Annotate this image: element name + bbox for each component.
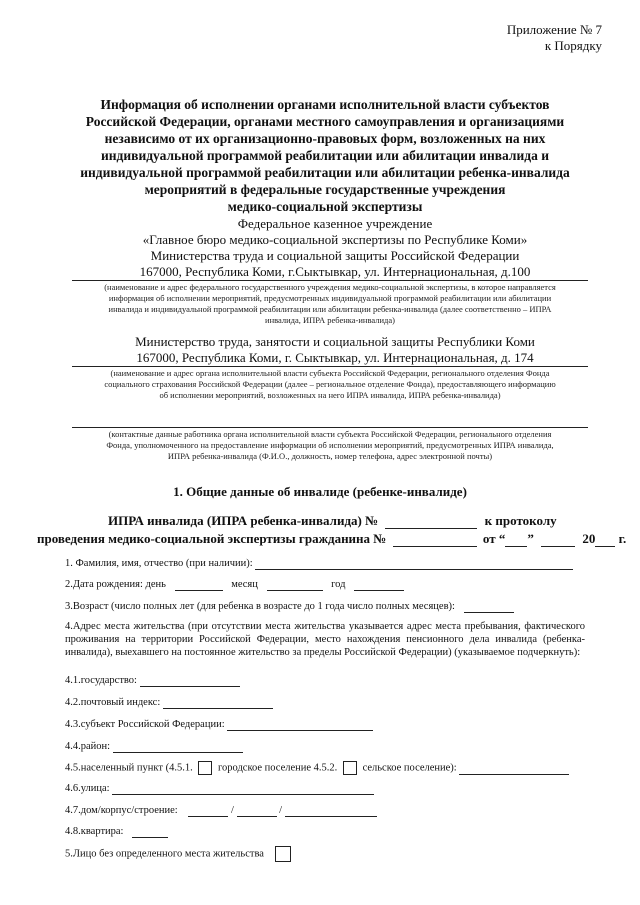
birth-day-input[interactable] — [175, 579, 223, 591]
field-house — [65, 804, 377, 817]
date-day-field[interactable] — [505, 535, 527, 547]
note-line: (наименование и адрес органа исполнительной власти субъекта Российской Федерации, регионального отделения Фонда — [110, 368, 550, 378]
institution-line: Федеральное казенное учреждение — [237, 216, 433, 231]
appendix-number: Приложение № 7 — [506, 22, 602, 37]
note-line: информация об исполнении мероприятий, предусмотренных индивидуальной программой реабилитации или абилитации — [108, 293, 552, 303]
ipra-number-field[interactable] — [385, 517, 477, 529]
institution-line: Министерства труда и социальной защиты Российской Федерации — [150, 248, 520, 263]
appendix-header — [507, 22, 602, 54]
field-fio — [65, 557, 573, 570]
country-input[interactable] — [140, 675, 240, 687]
birth-month-label: месяц — [231, 579, 258, 590]
title-line: индивидуальной программой реабилитации или абилитации ребенка-инвалида — [80, 165, 570, 180]
institution-block — [80, 216, 590, 280]
protocol-label: проведения медико-социальной экспертизы гражданина № — [37, 531, 387, 546]
field-street — [65, 782, 374, 795]
birth-year-input[interactable] — [354, 579, 404, 591]
street-input[interactable] — [112, 783, 374, 795]
year-prefix: 20 — [582, 531, 596, 546]
separator: / — [279, 805, 283, 816]
document-title — [60, 96, 590, 215]
field-apartment — [65, 825, 168, 838]
contact-note — [72, 429, 588, 462]
field-postal — [65, 696, 273, 709]
protocol-number-field[interactable] — [393, 535, 477, 547]
title-line: медико-социальной экспертизы — [227, 199, 423, 214]
separator: / — [230, 805, 234, 816]
protocol-label: к протоколу — [484, 513, 557, 528]
appendix-ref: к Порядку — [544, 38, 602, 53]
ministry-line: Министерство труда, занятости и социальной защиты Республики Коми — [135, 334, 535, 349]
country-label: 4.1.государство: — [65, 675, 137, 686]
building-input[interactable] — [237, 805, 277, 817]
date-quote: ” — [527, 531, 534, 546]
field-country — [65, 674, 240, 687]
note-line: (контактные данные работника органа исполнительной власти субъекта Российской Федерации, регионального отделения — [108, 429, 552, 439]
house-label: 4.7.дом/корпус/строение: — [65, 805, 178, 816]
field-homeless — [65, 846, 294, 862]
age-label: 3.Возраст (число полных лет (для ребенка в возрасте до 1 года число полных месяцев): — [65, 601, 455, 612]
ministry-line: 167000, Республика Коми, г. Сыктывкар, ул. Интернациональная, д. 174 — [136, 350, 534, 365]
divider — [72, 280, 588, 281]
age-input[interactable] — [464, 601, 514, 613]
field-age — [65, 600, 514, 613]
house-input[interactable] — [188, 805, 228, 817]
urban-label: городское поселение 4.5.2. — [217, 762, 338, 774]
structure-input[interactable] — [285, 805, 377, 817]
rural-label: сельское поселение): — [362, 762, 457, 774]
note-line: ИПРА ребенка-инвалида (Ф.И.О., должность, номер телефона, адрес электронной почты) — [167, 451, 493, 461]
field-settlement — [65, 761, 569, 775]
region-label: 4.3.субъект Российской Федерации: — [65, 719, 225, 730]
settlement-label: 4.5.населенный пункт (4.5.1. — [65, 762, 193, 774]
district-input[interactable] — [113, 741, 243, 753]
note-line: об исполнении мероприятий, возложенных на него ИПРА инвалида, ИПРА ребенка-инвалида) — [159, 390, 501, 400]
street-label: 4.6.улица: — [65, 783, 110, 794]
field-birthdate — [65, 578, 404, 591]
note-line: (наименование и адрес федерального государственного учреждения медико-социальной экспертизы, в которое направляется — [104, 282, 556, 292]
institution-line: 167000, Республика Коми, г.Сыктывкар, ул. Интернациональная, д.100 — [139, 264, 531, 279]
ipra-line-1 — [108, 513, 557, 529]
postal-label: 4.2.почтовый индекс: — [65, 697, 161, 708]
birth-month-input[interactable] — [267, 579, 323, 591]
address-paragraph: 4.Адрес места жительства (при отсутствии места жительства указывается адрес места пребывания, фактического проживания на территории Российской Федерации, место нахождения пенсионного дела инвалида (ребенка-инвалида), выехавшего на постоянное жительство за пределы Российской Федерации) (указываемое подчеркнуть): — [65, 621, 585, 658]
district-label: 4.4.район: — [65, 741, 111, 752]
field-region — [65, 718, 373, 731]
title-line: мероприятий в федеральные государственные учреждения — [144, 182, 506, 197]
note-line: Фонда, уполномоченного на предоставление информации об исполнении мероприятий, предусмотренных ИПРА инвалида, — [106, 440, 554, 450]
homeless-checkbox[interactable] — [275, 846, 291, 862]
date-year-field[interactable] — [595, 535, 615, 547]
homeless-label: 5.Лицо без определенного места жительства — [65, 848, 264, 860]
ipra-label: ИПРА инвалида (ИПРА ребенка-инвалида) № — [108, 513, 379, 528]
ministry-note — [72, 368, 588, 401]
birth-day-label: 2.Дата рождения: день — [65, 579, 166, 590]
note-line: социального страхования Российской Федерации (далее – региональное отделение Фонда), предоставляющего информацию — [104, 379, 556, 389]
title-line: независимо от их организационно-правовых форм, возложенных на них — [104, 131, 546, 146]
divider — [72, 366, 588, 367]
note-line: инвалида, ИПРА ребенка-инвалида) — [265, 315, 395, 325]
title-line: индивидуальной программой реабилитации или абилитации инвалида и — [100, 148, 550, 163]
institution-line: «Главное бюро медико-социальной экспертизы по Республике Коми» — [142, 232, 528, 247]
settlement-input[interactable] — [459, 763, 569, 775]
date-label: от “ — [482, 531, 506, 546]
note-line: инвалида и индивидуальной программой реабилитации или абилитации ребенка-инвалида (далее соответственно – ИПРА — [108, 304, 552, 314]
institution-note — [72, 282, 588, 326]
section-heading: 1. Общие данные об инвалиде (ребенке-инвалиде) — [173, 484, 467, 499]
apartment-input[interactable] — [132, 826, 168, 838]
date-month-field[interactable] — [541, 535, 575, 547]
postal-input[interactable] — [163, 697, 273, 709]
fio-label: 1. Фамилия, имя, отчество (при наличии): — [65, 558, 253, 569]
fio-input[interactable] — [255, 558, 573, 570]
rural-checkbox[interactable] — [343, 761, 357, 775]
birth-year-label: год — [331, 579, 346, 590]
urban-checkbox[interactable] — [198, 761, 212, 775]
apartment-label: 4.8.квартира: — [65, 826, 124, 837]
ministry-block — [80, 334, 590, 366]
title-line: Российской Федерации, органами местного самоуправления и организациями — [85, 114, 565, 129]
title-line: Информация об исполнении органами исполнительной власти субъектов — [100, 97, 550, 112]
region-input[interactable] — [227, 719, 373, 731]
contact-line — [72, 427, 588, 428]
field-district — [65, 740, 243, 753]
ipra-line-2 — [37, 531, 626, 547]
year-suffix: г. — [618, 531, 627, 546]
